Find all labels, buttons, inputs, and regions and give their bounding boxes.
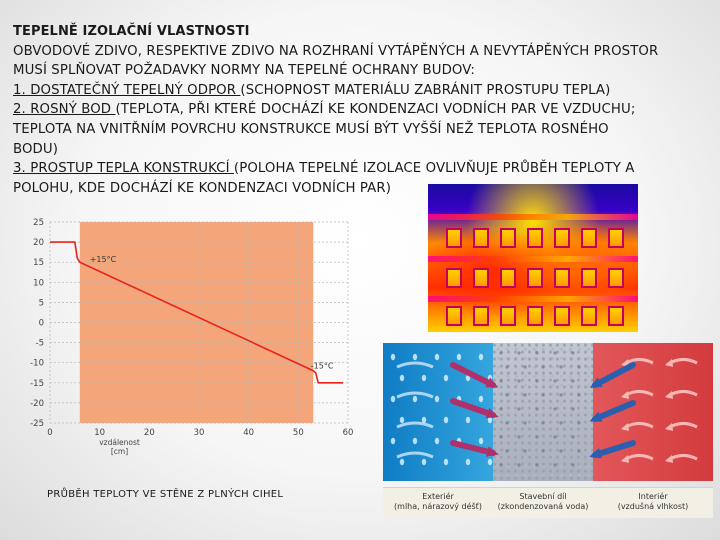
warm-air-arrowhead-icon <box>621 423 629 431</box>
item-3-description: (POLOHA TEPELNÉ IZOLACE OVLIVŇUJE PRŮBĚH TEPLOTY A <box>233 161 635 177</box>
rain-drop-icon <box>422 459 426 465</box>
rain-drop-icon <box>479 438 483 444</box>
intro-line-1: OBVODOVÉ ZDIVO, RESPEKTIVE ZDIVO NA ROZHRANÍ VYTÁPĚNÝCH A NEVYTÁPĚNÝCH PROSTOR <box>13 43 659 59</box>
warm-air-arrowhead-icon <box>621 455 629 463</box>
rain-drop-icon <box>479 396 483 402</box>
rain-drop-icon <box>400 459 404 465</box>
thermal-window <box>527 268 543 288</box>
legend-wall-note: (zkondenzovaná voda) <box>497 502 589 511</box>
thermal-facade-band <box>428 256 638 262</box>
intro-line-2: MUSÍ SPLŇOVAT POŽADAVKY NORMY NA TEPELNÉ OCHRANY BUDOV: <box>13 63 475 79</box>
y-tick-label: -5 <box>35 338 44 349</box>
moisture-flow-arrowhead-icon <box>486 446 499 456</box>
wall-condensate-dot <box>571 379 574 382</box>
warm-air-arrowhead-icon <box>665 423 673 431</box>
wall-condensate-dot <box>499 435 502 438</box>
thermal-window <box>446 228 462 248</box>
item-3-line-2: POLOHU, KDE DOCHÁZÍ KE KONDENZACI VODNÍCH PAR) <box>13 180 391 196</box>
temperature-annotation: -15°C <box>310 361 334 371</box>
y-tick-label: 10 <box>33 278 44 289</box>
x-axis-unit: [cm] <box>110 447 129 456</box>
rain-drop-icon <box>466 459 470 465</box>
wall-condensate-dot <box>505 449 508 452</box>
legend-interior-title: Interiér <box>638 492 668 501</box>
warm-air-arrowhead-icon <box>665 359 673 367</box>
wall-condensate-dot <box>541 393 544 396</box>
wall-condensate-dot <box>523 421 526 424</box>
wall-condensate-dot <box>571 435 574 438</box>
legend-interior <box>593 488 713 518</box>
thermal-window <box>500 306 516 326</box>
wall-condensate-dot <box>517 407 520 410</box>
item-2 <box>13 100 720 120</box>
y-tick-label: -20 <box>30 398 44 409</box>
wall-condensate-dot <box>499 379 502 382</box>
x-tick-label: 30 <box>193 428 205 438</box>
wall-condensate-dot <box>553 351 556 354</box>
warm-air-arrowhead-icon <box>665 455 673 463</box>
rain-drop-icon <box>488 459 492 465</box>
legend-wall-title: Stavební díl <box>519 492 567 501</box>
x-tick-label: 20 <box>143 428 155 438</box>
thermal-window <box>554 306 570 326</box>
thermal-window <box>446 306 462 326</box>
wall-condensate-dot <box>571 407 574 410</box>
item-3-term: 3. PROSTUP TEPLA KONSTRUKCÍ <box>13 161 234 177</box>
x-tick-label: 10 <box>94 428 106 438</box>
rain-drop-icon <box>444 375 448 381</box>
rain-drop-icon <box>400 417 404 423</box>
item-2-term: 2. ROSNÝ BOD <box>13 102 116 118</box>
moisture-flow-arrow-icon <box>453 443 493 453</box>
wall-condensate-dot <box>505 393 508 396</box>
x-tick-label: 40 <box>243 428 255 438</box>
wall-condensate-dot <box>571 351 574 354</box>
moisture-flow-arrow-icon <box>453 401 493 415</box>
wall-condensate-dot <box>553 463 556 466</box>
thermal-facade-band <box>428 296 638 302</box>
rain-drop-icon <box>435 438 439 444</box>
wall-condensate-dot <box>523 449 526 452</box>
rain-drop-icon <box>422 375 426 381</box>
wall-arrows-svg <box>383 343 713 481</box>
moisture-flow-arrow-icon <box>595 403 633 419</box>
rain-drop-icon <box>479 354 483 360</box>
rain-drop-icon <box>466 417 470 423</box>
rain-drop-icon <box>400 375 404 381</box>
wall-condensate-dot <box>517 379 520 382</box>
rain-drop-icon <box>457 354 461 360</box>
wall-condensate-dot <box>517 435 520 438</box>
thermal-window <box>608 268 624 288</box>
wall-condensate-dot <box>535 407 538 410</box>
wind-arrow-icon <box>397 423 433 427</box>
legend-interior-note: (vzdušná vlhkost) <box>617 502 689 511</box>
wall-condensate-dot <box>559 393 562 396</box>
legend-exterior-note: (mlha, nárazový déšť) <box>394 502 482 511</box>
thermal-window <box>473 306 489 326</box>
legend-exterior-title: Exteriér <box>422 492 454 501</box>
wall-condensate-dot <box>553 379 556 382</box>
temperature-chart-svg <box>26 218 356 456</box>
slide-title: TEPELNĚ IZOLAČNÍ VLASTNOSTI <box>13 24 250 39</box>
item-2-description: (TEPLOTA, PŘI KTERÉ DOCHÁZÍ KE KONDENZACI VODNÍCH PAR VE VZDUCHU; <box>115 102 636 118</box>
y-tick-label: -10 <box>30 358 44 369</box>
y-tick-label: 20 <box>33 238 44 249</box>
wall-legend <box>383 487 713 518</box>
chart-caption: PRŮBĚH TEPLOTY VE STĚNE Z PLNÝCH CIHEL <box>47 489 284 500</box>
rain-drop-icon <box>444 459 448 465</box>
y-tick-label: 25 <box>33 218 44 228</box>
thermal-window <box>446 268 462 288</box>
wall-condensate-dot <box>553 407 556 410</box>
rain-drop-icon <box>391 396 395 402</box>
moisture-flow-arrow-icon <box>595 365 633 385</box>
thermal-window <box>473 268 489 288</box>
wall-condensate-dot <box>577 421 580 424</box>
wall-condensate-dot <box>571 463 574 466</box>
x-tick-label: 0 <box>47 428 53 438</box>
thermal-facade-band <box>428 214 638 220</box>
wall-condensation-illustration <box>383 343 713 521</box>
legend-wall <box>493 488 593 518</box>
item-1-term: 1. DOSTATEČNÝ TEPELNÝ ODPOR <box>13 82 241 98</box>
thermal-window <box>581 306 597 326</box>
wall-condensate-dot <box>505 421 508 424</box>
y-tick-label: -15 <box>30 378 44 389</box>
thermal-window <box>527 306 543 326</box>
wall-condensate-dot <box>523 365 526 368</box>
rain-drop-icon <box>435 396 439 402</box>
wall-condensate-dot <box>535 351 538 354</box>
moisture-flow-arrow-icon <box>595 443 633 455</box>
wall-condensate-dot <box>535 463 538 466</box>
wall-condensate-dot <box>517 351 520 354</box>
wall-condensate-dot <box>541 365 544 368</box>
thermal-window <box>581 228 597 248</box>
wall-condensate-dot <box>505 365 508 368</box>
wall-condensate-dot <box>541 449 544 452</box>
temperature-chart <box>26 218 356 456</box>
rain-drop-icon <box>391 354 395 360</box>
warm-air-arrowhead-icon <box>621 391 629 399</box>
thermal-window <box>581 268 597 288</box>
rain-drop-icon <box>413 396 417 402</box>
wall-condensate-dot <box>559 365 562 368</box>
item-2-line-3: BODU) <box>13 141 59 157</box>
wall-condensate-dot <box>523 393 526 396</box>
wall-condensate-dot <box>517 463 520 466</box>
wall-condensate-dot <box>577 393 580 396</box>
y-tick-label: -25 <box>30 419 44 429</box>
wall-condensate-dot <box>541 421 544 424</box>
rain-drop-icon <box>444 417 448 423</box>
rain-drop-icon <box>435 354 439 360</box>
item-3 <box>13 159 720 179</box>
wall-condensate-dot <box>535 379 538 382</box>
rain-drop-icon <box>413 438 417 444</box>
moisture-flow-arrowhead-icon <box>486 408 499 418</box>
wall-condensate-dot <box>499 463 502 466</box>
wall-condensate-dot <box>577 365 580 368</box>
thermal-image-photo <box>428 184 638 332</box>
wall-condensate-dot <box>553 435 556 438</box>
wind-arrow-icon <box>397 363 433 367</box>
y-tick-label: 5 <box>38 298 44 309</box>
x-tick-label: 60 <box>342 428 354 438</box>
thermal-window <box>554 228 570 248</box>
thermal-window <box>554 268 570 288</box>
thermal-window <box>608 306 624 326</box>
item-1 <box>13 81 720 101</box>
x-tick-label: 50 <box>292 428 304 438</box>
thermal-window <box>527 228 543 248</box>
thermal-window <box>500 268 516 288</box>
wall-condensate-dot <box>559 449 562 452</box>
moisture-flow-arrowhead-icon <box>589 448 602 458</box>
text-block <box>13 22 720 198</box>
rain-drop-icon <box>391 438 395 444</box>
moisture-flow-arrow-icon <box>453 365 493 385</box>
item-1-description: (SCHOPNOST MATERIÁLU ZABRÁNIT PROSTUPU TEPLA) <box>240 82 611 98</box>
wall-condensate-dot <box>499 351 502 354</box>
legend-exterior <box>383 488 493 518</box>
warm-air-arrowhead-icon <box>665 391 673 399</box>
thermal-window <box>608 228 624 248</box>
wall-condensate-dot <box>535 435 538 438</box>
x-axis-label: vzdálenost <box>99 438 140 447</box>
wall-condensate-dot <box>559 421 562 424</box>
rain-drop-icon <box>413 354 417 360</box>
wind-arrow-icon <box>397 453 433 457</box>
wall-condensate-dot <box>499 407 502 410</box>
temperature-annotation: +15°C <box>89 255 117 265</box>
thermal-window <box>500 228 516 248</box>
item-2-line-2: TEPLOTA NA VNITŘNÍM POVRCHU KONSTRUKCE MUSÍ BÝT VYŠŠÍ NEŽ TEPLOTA ROSNÉHO <box>13 121 609 137</box>
y-tick-label: 0 <box>38 318 44 329</box>
wall-condensate-dot <box>577 449 580 452</box>
thermal-window <box>473 228 489 248</box>
y-tick-label: 15 <box>33 258 44 269</box>
